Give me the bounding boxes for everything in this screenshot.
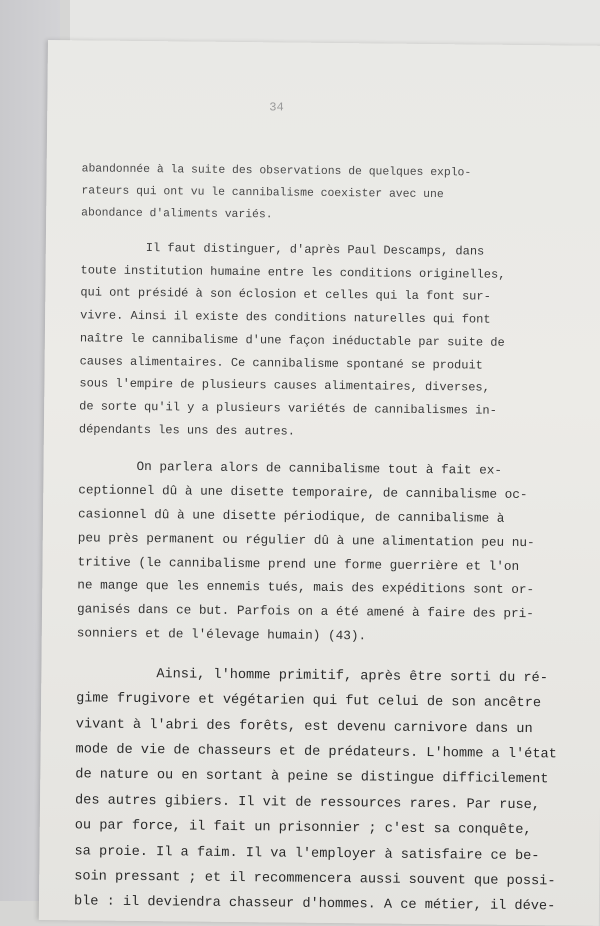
text-line: dépendants les uns des autres. — [78, 421, 296, 439]
text-line: tritive (le cannibalisme prend une forme guerrière et l'on — [77, 553, 520, 574]
text-line: ceptionnel dû à une disette temporaire, de cannibalisme oc- — [78, 482, 528, 503]
text-line: sa proie. Il a faim. Il va l'employer à satisfaire ce be- — [74, 843, 540, 864]
text-line: mode de vie de chasseurs et de prédateurs. L'homme a l'état — [75, 742, 557, 763]
text-line: abandonnée à la suite des observations de quelques explo- — [81, 163, 472, 180]
text-line: causes alimentaires. Ce cannibalisme spontané se produit — [79, 353, 483, 373]
page-number: 34 — [269, 100, 284, 115]
text-line: de nature ou en sortant à peine se distingue difficilement — [75, 767, 549, 788]
text-line: ou par force, il fait un prisonnier ; c'est sa conquête, — [74, 818, 532, 839]
text-line: abondance d'aliments variés. — [81, 207, 273, 222]
paragraph-1 — [81, 158, 552, 229]
text-line: Ainsi, l'homme primitif, après être sorti du ré- — [156, 666, 548, 686]
text-line: peu près permanent ou régulier dû à une alimentation peu nu- — [77, 530, 535, 550]
text-line: de sorte qu'il y a plusieurs variétés de cannibalismes in- — [79, 399, 497, 418]
paragraph-2 — [79, 236, 551, 445]
text-line: ganisés dans ce but. Parfois on a été amené à faire des pri- — [76, 601, 534, 622]
text-line: On parlera alors de cannibalisme tout à fait ex- — [136, 459, 503, 479]
page-text — [73, 158, 557, 920]
text-line: ble : il deviendra chasseur d'hommes. A ce métier, il déve- — [73, 894, 556, 915]
text-line: qui ont présidé à son éclosion et celles qui la font sur- — [80, 285, 491, 305]
text-line: gime frugivore et végétarien qui fut celui de son ancêtre — [76, 691, 542, 712]
text-line: casionnel dû à une disette périodique, de cannibalisme à — [77, 506, 505, 526]
text-line: ne mange que les ennemis tués, mais des expéditions sont or- — [77, 577, 535, 598]
text-line: Il faut distinguer, d'après Paul Descamps, dans — [145, 241, 485, 259]
text-line: vivre. Ainsi il existe des conditions naturelles qui font — [80, 308, 491, 327]
text-line: toute institution humaine entre les conditions originelles, — [80, 263, 506, 282]
text-line: sous l'empire de plusieurs causes alimentaires, diverses, — [79, 376, 490, 395]
text-line: sonniers et de l'élevage humain) (43). — [76, 625, 367, 644]
paragraph-4 — [73, 661, 557, 920]
text-line: soin pressant ; et il recommencera aussi souvent que possi- — [74, 869, 556, 890]
text-line: vivant à l'abri des forêts, est devenu carnivore dans un — [75, 716, 533, 737]
document-page — [39, 40, 600, 926]
text-line: naître le cannibalisme d'une façon inéductable par suite de — [79, 331, 505, 350]
paragraph-3 — [77, 455, 549, 650]
text-line: rateurs qui ont vu le cannibalisme coexister avec une — [81, 185, 444, 202]
text-line: des autres gibiers. Il vit de ressources rares. Par ruse, — [74, 793, 541, 813]
